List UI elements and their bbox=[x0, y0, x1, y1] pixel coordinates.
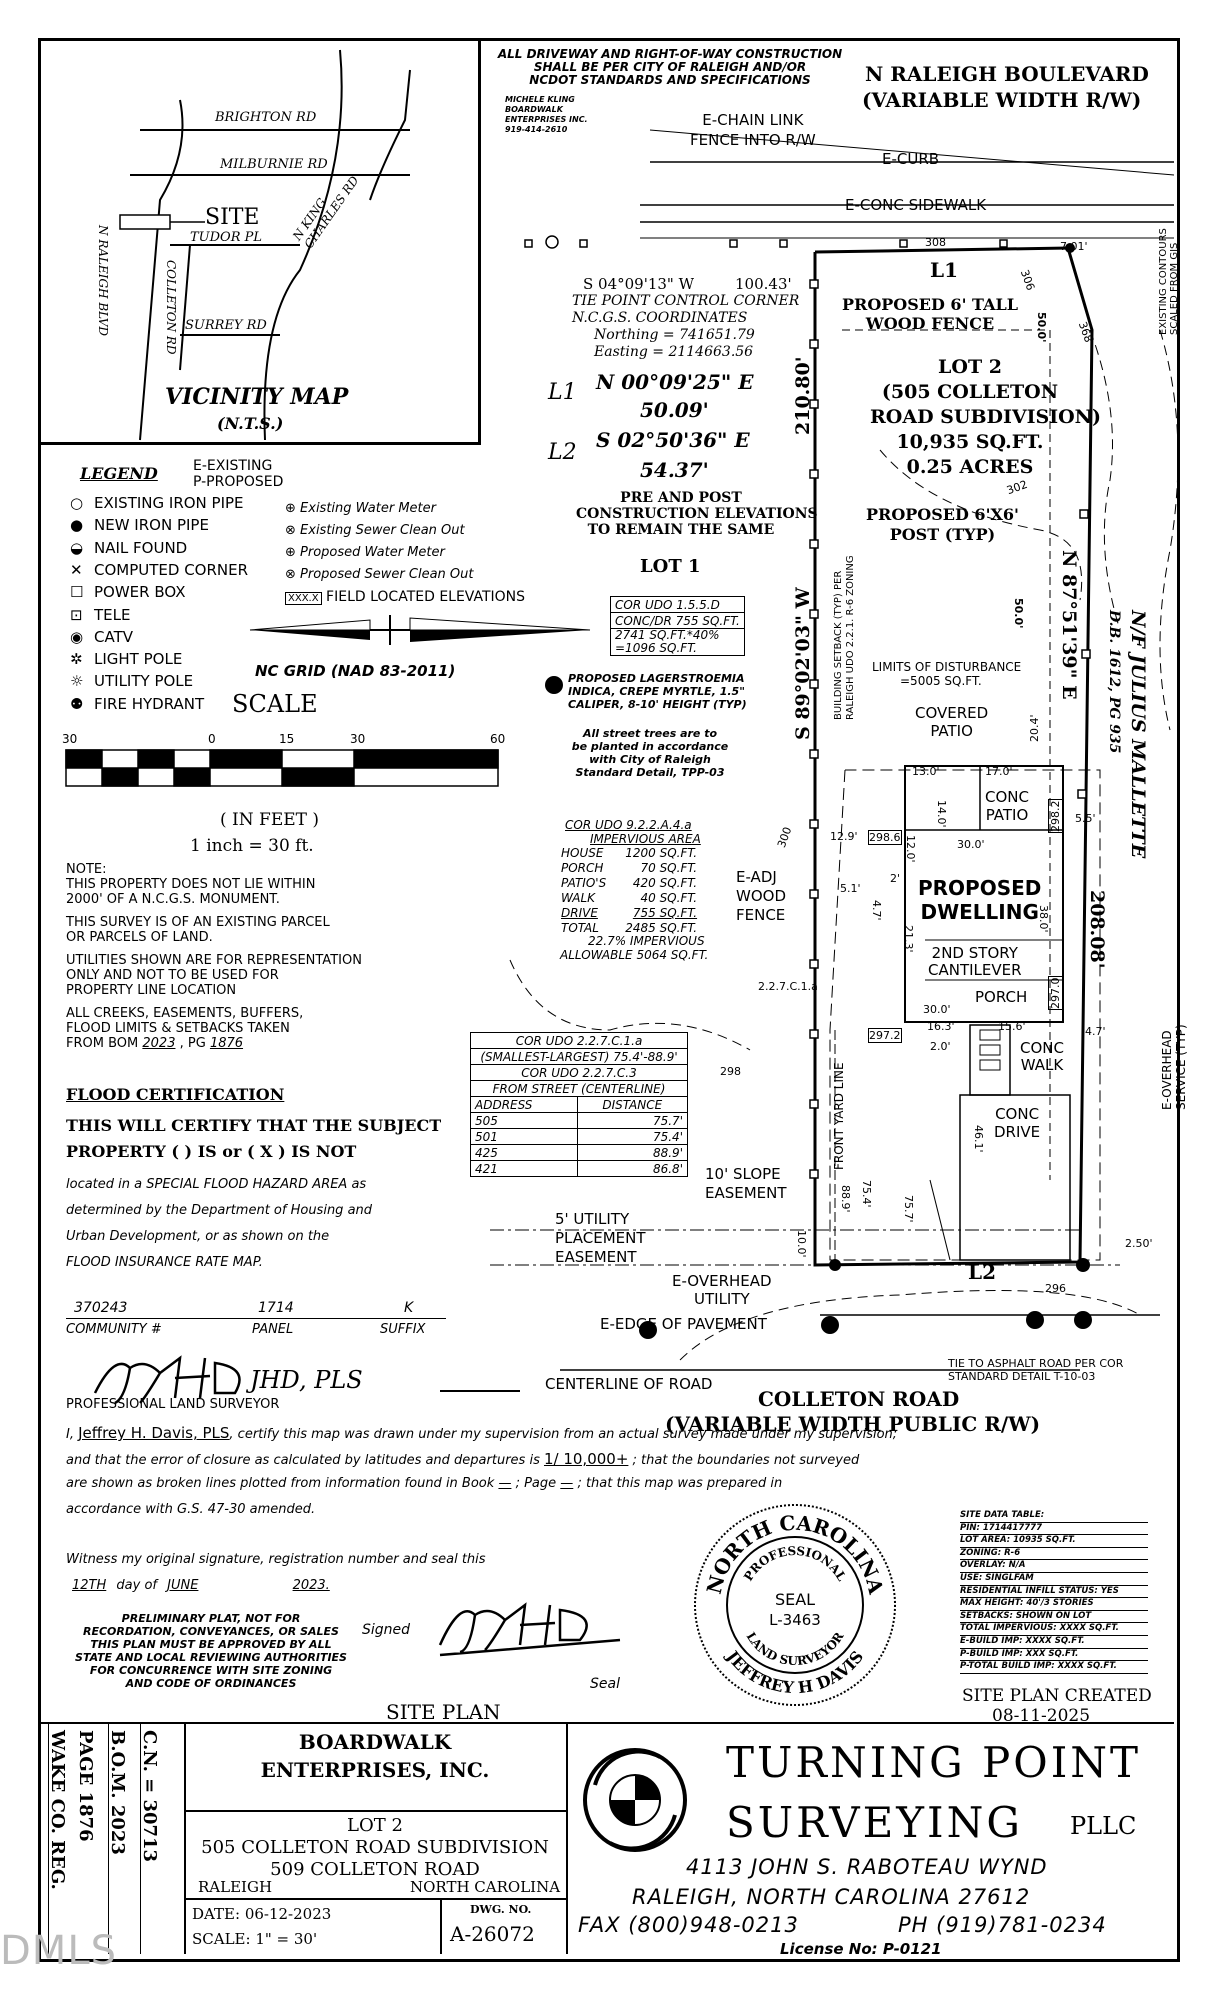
signature-dash bbox=[440, 1390, 520, 1392]
side-page: PAGE 1876 bbox=[75, 1730, 96, 1842]
svg-text:SEAL: SEAL bbox=[774, 1590, 816, 1609]
legend-item bbox=[70, 650, 182, 668]
flood-title: FLOOD CERTIFICATION bbox=[66, 1085, 285, 1104]
site-data-row: MAX HEIGHT: 40'/3 STORIES bbox=[960, 1598, 1148, 1611]
conc-drive-label: CONC DRIVE bbox=[994, 1105, 1041, 1141]
site-plan-label: SITE PLAN bbox=[386, 1700, 501, 1724]
dwg-no-label: DWG. NO. bbox=[470, 1903, 532, 1916]
conc-walk-label: CONC WALK bbox=[1020, 1039, 1064, 1074]
flood-community: 370243 bbox=[74, 1300, 128, 1316]
contour-368: 368 bbox=[1075, 320, 1096, 345]
dim-20-4: 20.4' bbox=[1028, 714, 1041, 742]
cantilever-label: 2ND STORY CANTILEVER bbox=[928, 944, 1022, 979]
side-cn: C.N. = 30713 bbox=[139, 1730, 160, 1863]
company-name-2: SURVEYING bbox=[726, 1798, 1023, 1847]
udo-155-table bbox=[610, 596, 745, 656]
side-bom: B.O.M. 2023 bbox=[107, 1730, 128, 1855]
table-row: 501 75.4' bbox=[471, 1129, 688, 1145]
sewer-cleanout-icon: ⊗ bbox=[285, 523, 301, 538]
legend-item-label: NAIL FOUND bbox=[94, 538, 188, 557]
surveyor-seal-icon bbox=[690, 1500, 900, 1710]
crepe-myrtle-icon bbox=[545, 676, 563, 694]
dwg-no: A-26072 bbox=[450, 1922, 535, 1946]
legend-sewer-cleanout: ⊗ Existing Sewer Clean Out bbox=[285, 523, 465, 538]
company-address-1: 4113 JOHN S. RABOTEAU WYND bbox=[686, 1855, 1048, 1879]
covered-patio-label: COVERED PATIO bbox=[915, 704, 989, 740]
overhead-utility-label: E-OVERHEAD UTILITY bbox=[672, 1272, 772, 1308]
dim-46-1: 46.1' bbox=[972, 1125, 985, 1153]
title-block-row bbox=[184, 1810, 566, 1812]
contour-306: 306 bbox=[1017, 268, 1038, 293]
table-row: HOUSE 1200 SQ.FT. bbox=[561, 846, 698, 860]
dim-10: 10.0' bbox=[795, 1230, 808, 1258]
site-data-row: LOT AREA: 10935 SQ.FT. bbox=[960, 1535, 1148, 1548]
legend-prop-water-meter: ⊕ Proposed Water Meter bbox=[285, 545, 445, 560]
company-name-1: TURNING POINT bbox=[726, 1738, 1142, 1787]
site-data-table bbox=[960, 1510, 1148, 1674]
setback-note: BUILDING SETBACK (TYP) PER RALEIGH UDO 2.2.1. R-6 ZONING bbox=[833, 555, 856, 720]
fence-label: PROPOSED 6' TALL WOOD FENCE bbox=[842, 295, 1018, 333]
dim-12: 12.0' bbox=[904, 835, 917, 863]
l1-on-plan: L1 bbox=[930, 258, 958, 282]
dim-14: 14.0' bbox=[935, 800, 948, 828]
surveyor-role: PROFESSIONAL LAND SURVEYOR bbox=[66, 1397, 280, 1412]
dim-75-7: 75.7' bbox=[902, 1195, 915, 1223]
udo-227-header-distance: DISTANCE bbox=[577, 1097, 687, 1113]
proposed-sewer-cleanout-icon: ⊗ bbox=[285, 567, 301, 582]
legend-item bbox=[70, 561, 248, 579]
seal-label: Seal bbox=[590, 1676, 620, 1692]
legend-item-label: CATV bbox=[94, 627, 133, 646]
flood-divider bbox=[66, 1318, 446, 1319]
company-phone: PH (919)781-0234 bbox=[898, 1913, 1107, 1937]
contour-308: 308 bbox=[925, 236, 946, 249]
road-milburnie: MILBURNIE RD bbox=[220, 157, 328, 172]
legend-item bbox=[70, 606, 130, 624]
conc-patio-label: CONC PATIO bbox=[985, 788, 1029, 824]
dim-88-9: 88.9' bbox=[839, 1185, 852, 1213]
drawing-date: DATE: 06-12-2023 bbox=[192, 1905, 332, 1923]
impervious-block: COR UDO 9.2.2.A.4.a IMPERVIOUS AREA bbox=[565, 818, 701, 846]
cert-line2: and that the error of closure as calculated by latitudes and departures is 1/ 10,000+ ; that the boundaries not surveyed bbox=[66, 1450, 860, 1468]
fire-hydrant-icon: ⚉ bbox=[70, 694, 84, 713]
signed-label: Signed bbox=[362, 1622, 411, 1638]
tie-distance: 100.43' bbox=[735, 275, 792, 293]
cert-line4: accordance with G.S. 47-30 amended. bbox=[66, 1502, 316, 1517]
scale-title: SCALE bbox=[232, 690, 318, 718]
computed-corner-icon: ✕ bbox=[70, 560, 83, 579]
neighbor-label: N/F JULIUS MALLETTE D.B. 1612, PG 935 bbox=[1106, 610, 1149, 859]
svg-text:LAND SURVEYOR: LAND SURVEYOR bbox=[743, 1629, 847, 1669]
scale-tick-30: 30 bbox=[350, 732, 366, 746]
signed-signature bbox=[420, 1590, 640, 1660]
vicinity-nts: (N.T.S.) bbox=[217, 414, 284, 433]
legend-item bbox=[70, 583, 186, 601]
legend-item-label: POWER BOX bbox=[94, 583, 186, 602]
elev-297-2: 297.2 bbox=[869, 1029, 901, 1042]
site-data-row: E-BUILD IMP: XXXX SQ.FT. bbox=[960, 1636, 1148, 1649]
udo-227-header-address: ADDRESS bbox=[471, 1097, 578, 1113]
legend-item-label: TELE bbox=[94, 605, 131, 624]
site-plan-created: SITE PLAN CREATED bbox=[962, 1686, 1152, 1706]
flood-body: located in a SPECIAL FLOOD HAZARD AREA as determined by the Department of Housing and Urban Development, or as shown on the FLOOD INSURANCE RATE MAP. bbox=[66, 1177, 373, 1270]
legend-water-meter: ⊕ Existing Water Meter bbox=[285, 501, 436, 516]
legend-item bbox=[70, 628, 133, 646]
udo-227-title: COR UDO 2.2.7.C.1.a bbox=[471, 1033, 688, 1049]
l2-bearing: S 02°50'36" E bbox=[596, 428, 750, 452]
new-iron-pipe-icon: ● bbox=[70, 516, 84, 535]
mls-watermark: DMLS bbox=[0, 1928, 117, 1974]
site-data-row: TOTAL IMPERVIOUS: XXXX SQ.FT. bbox=[960, 1623, 1148, 1636]
scale-tick-0: 0 bbox=[208, 732, 216, 746]
street-n-raleigh-blvd: N RALEIGH BOULEVARD bbox=[865, 62, 1149, 86]
udo-155-title: COR UDO 1.5.5.D bbox=[611, 597, 745, 613]
dim-21-3: 21.3' bbox=[902, 925, 915, 953]
legend-item bbox=[70, 494, 244, 512]
catv-icon: ◉ bbox=[70, 627, 84, 646]
site-data-row: SETBACKS: SHOWN ON LOT bbox=[960, 1611, 1148, 1624]
elev-298-6: 298.6 bbox=[869, 831, 901, 844]
dim-13: 13.0' bbox=[912, 765, 940, 778]
road-n-raleigh-blvd: N RALEIGH BLVD bbox=[96, 225, 110, 336]
impervious-pct: 22.7% IMPERVIOUS bbox=[588, 934, 705, 948]
light-pole-icon: ✲ bbox=[70, 650, 83, 669]
table-row: PORCH 70 SQ.FT. bbox=[561, 861, 698, 875]
project-city: RALEIGH bbox=[198, 1878, 273, 1896]
site-data-row: ZONING: R-6 bbox=[960, 1548, 1148, 1561]
vicinity-map-title: VICINITY MAP bbox=[165, 384, 349, 410]
svg-text:JHD, PLS: JHD, PLS bbox=[250, 1366, 363, 1394]
title-block-dwg bbox=[440, 1898, 442, 1954]
dim-15-6: 15.6' bbox=[998, 1020, 1026, 1033]
udo-155-conc: CONC/DR 755 SQ.FT. bbox=[611, 613, 745, 629]
street-colleton-road: COLLETON ROAD bbox=[758, 1387, 960, 1411]
contours-note: EXISTING CONTOURS SCALED FROM GIS bbox=[1158, 228, 1180, 335]
table-row: DRIVE 755 SQ.FT. bbox=[561, 906, 698, 920]
site-data-row: PIN: 1714417777 bbox=[960, 1523, 1148, 1536]
proposed-dwelling-label: PROPOSED DWELLING bbox=[918, 876, 1042, 924]
l1-distance: 50.09' bbox=[640, 398, 709, 422]
site-data-row: SITE DATA TABLE: bbox=[960, 1510, 1148, 1523]
dim-4-7-right: 4.7' bbox=[1085, 1025, 1106, 1038]
witness-date: 12TH day of JUNE 2023. bbox=[72, 1578, 330, 1593]
legend-item-label: NEW IRON PIPE bbox=[94, 516, 209, 535]
svg-text:NORTH CAROLINA: NORTH CAROLINA bbox=[701, 1510, 889, 1597]
legend-title: LEGEND bbox=[80, 464, 158, 483]
lot-1-label: LOT 1 bbox=[640, 556, 701, 577]
legend-item bbox=[70, 539, 187, 557]
flood-label-community: COMMUNITY # bbox=[66, 1322, 162, 1337]
dim-50-mid: 50.0' bbox=[1012, 598, 1025, 629]
street-colleton-width: (VARIABLE WIDTH PUBLIC R/W) bbox=[665, 1412, 1041, 1436]
flood-suffix: K bbox=[404, 1300, 414, 1316]
site-label: SITE bbox=[205, 205, 260, 230]
legend-field-elev: XXX.X FIELD LOCATED ELEVATIONS bbox=[285, 586, 525, 610]
west-boundary-bearing: S 89°02'03" W bbox=[792, 587, 814, 740]
dim-16-3: 16.3' bbox=[927, 1020, 955, 1033]
utility-easement-label: 5' UTILITY PLACEMENT EASEMENT bbox=[555, 1210, 646, 1266]
cert-line3: are shown as broken lines plotted from information found in Book — ; Page — ; that this map was prepared in bbox=[66, 1476, 783, 1491]
l2-distance: 54.37' bbox=[640, 458, 709, 482]
l2-label: L2 bbox=[548, 440, 577, 465]
contour-302: 302 bbox=[1005, 477, 1030, 498]
scale-ratio: 1 inch = 30 ft. bbox=[190, 836, 314, 856]
legend-item-label: UTILITY POLE bbox=[94, 672, 194, 691]
road-colleton: COLLETON RD bbox=[164, 260, 178, 355]
impervious-table bbox=[560, 846, 698, 936]
svg-text:JEFFREY H DAVIS: JEFFREY H DAVIS bbox=[722, 1647, 868, 1698]
dim-2-50: 2.50' bbox=[1125, 1237, 1153, 1250]
table-row: WALK 40 SQ.FT. bbox=[561, 891, 698, 905]
centerline-label: CENTERLINE OF ROAD bbox=[545, 1375, 713, 1393]
dim-12-9: 12.9' bbox=[830, 830, 858, 843]
proposed-water-meter-icon: ⊕ bbox=[285, 545, 301, 560]
scale-tick-60: 60 bbox=[490, 732, 506, 746]
street-tree-note: All street trees are to be planted in accordance with City of Raleigh Standard Detail, TPP-03 bbox=[571, 727, 729, 779]
flood-panel: 1714 bbox=[258, 1300, 294, 1316]
l1-label: L1 bbox=[548, 380, 577, 405]
title-block-lower bbox=[184, 1898, 566, 1900]
drawing-scale: SCALE: 1" = 30' bbox=[192, 1930, 318, 1948]
dim-30-bottom: 30.0' bbox=[923, 1003, 951, 1016]
porch-label: PORCH bbox=[975, 988, 1028, 1006]
legend-item bbox=[70, 516, 209, 534]
elevations-note: PRE AND POST CONSTRUCTION ELEVATIONS TO REMAIN THE SAME bbox=[576, 490, 818, 538]
legend-item-label: LIGHT POLE bbox=[94, 650, 183, 669]
company-address-2: RALEIGH, NORTH CAROLINA 27612 bbox=[632, 1885, 1031, 1909]
legend-prop-sewer-cleanout: ⊗ Proposed Sewer Clean Out bbox=[285, 567, 474, 582]
flood-label-suffix: SUFFIX bbox=[380, 1322, 426, 1337]
overhead-service-label: E-OVERHEAD SERVICE (TYP) bbox=[1160, 1024, 1188, 1110]
udo-227-title3: FROM STREET (CENTERLINE) bbox=[471, 1081, 688, 1097]
field-elevation-icon: XXX.X bbox=[285, 592, 322, 605]
road-surrey: SURREY RD bbox=[185, 318, 267, 333]
water-meter-icon: ⊕ bbox=[285, 501, 301, 516]
l2-on-plan: L2 bbox=[968, 1260, 996, 1284]
contour-298: 298 bbox=[720, 1065, 741, 1078]
scale-tick-30-left: 30 bbox=[62, 732, 78, 746]
company-logo-icon bbox=[580, 1745, 690, 1855]
contour-300: 300 bbox=[775, 825, 795, 850]
post-label: PROPOSED 6'X6' POST (TYP) bbox=[866, 505, 1019, 544]
legend-item-label: EXISTING IRON PIPE bbox=[94, 494, 244, 512]
sidewalk-label: E-CONC SIDEWALK bbox=[845, 196, 987, 214]
site-plan-created-date: 08-11-2025 bbox=[992, 1706, 1091, 1726]
dim-2-0: 2.0' bbox=[930, 1040, 951, 1053]
east-boundary-distance: 208.08' bbox=[1086, 890, 1108, 969]
project-name: LOT 2 505 COLLETON ROAD SUBDIVISION 509 COLLETON ROAD bbox=[201, 1815, 549, 1880]
dim-75-4: 75.4' bbox=[860, 1180, 873, 1208]
north-arrow-icon bbox=[250, 610, 590, 650]
table-row: 421 86.8' bbox=[471, 1161, 688, 1177]
project-state: NORTH CAROLINA bbox=[410, 1878, 561, 1896]
scale-tick-15: 15 bbox=[279, 732, 295, 746]
nail-found-icon: ◒ bbox=[70, 538, 84, 557]
svg-text:PROFESSIONAL: PROFESSIONAL bbox=[741, 1543, 849, 1584]
dim-38: 38.0' bbox=[1037, 905, 1050, 933]
company-fax: FAX (800)948-0213 bbox=[578, 1913, 799, 1937]
legend-item-label: COMPUTED CORNER bbox=[94, 560, 249, 579]
front-yard-line-label: FRONT YARD LINE bbox=[832, 1062, 846, 1170]
flood-label-panel: PANEL bbox=[252, 1322, 294, 1337]
curb-label: E-CURB bbox=[882, 150, 940, 168]
company-pllc: PLLC bbox=[1070, 1812, 1137, 1840]
west-boundary-distance: 210.80' bbox=[792, 356, 814, 435]
flood-line2: PROPERTY ( ) IS or ( X ) IS NOT bbox=[66, 1142, 357, 1161]
chain-link-label: E-CHAIN LINK FENCE INTO R/W bbox=[690, 111, 816, 149]
tele-icon: ⊡ bbox=[70, 605, 83, 624]
side-wake: WAKE CO. REG. bbox=[47, 1730, 68, 1890]
tie-asphalt-note: TIE TO ASPHALT ROAD PER COR STANDARD DETAIL T-10-03 bbox=[948, 1357, 1124, 1383]
disturbance-note: LIMITS OF DISTURBANCE =5005 SQ.FT. bbox=[872, 660, 1022, 688]
elev-298-2: 298.2 bbox=[1049, 800, 1062, 832]
edge-pavement-label: E-EDGE OF PAVEMENT bbox=[600, 1315, 767, 1333]
legend-right-list bbox=[285, 498, 525, 610]
notes-block: NOTE: THIS PROPERTY DOES NOT LIE WITHIN 2000' OF A N.C.G.S. MONUMENT. THIS SURVEY IS OF AN EXISTING PARCEL OR PARCELS OF LAND. UTILITIES SHOWN ARE FOR REPRESENTATION ONLY AND NOT TO BE USED FOR PROPERTY LINE LOCATION ALL CREEKS, EASEMENTS, BUFFERS, FLOOD LIMITS & SETBACKS TAKEN FROM BOM 2023 , PG 1876 bbox=[66, 862, 362, 1051]
impervious-allowable: ALLOWABLE 5064 SQ.FT. bbox=[560, 948, 709, 962]
site-data-row: P-BUILD IMP: XXX SQ.FT. bbox=[960, 1649, 1148, 1662]
udo-227-table bbox=[470, 1032, 688, 1177]
dim-17: 17.0' bbox=[985, 765, 1013, 778]
dim-7-01: 7.01' bbox=[1060, 240, 1088, 253]
tie-bearing: S 04°09'13" W bbox=[583, 275, 695, 293]
contact-block: MICHELE KLING BOARDWALK ENTERPRISES INC. 919-414-2610 bbox=[505, 95, 588, 134]
dim-5-1: 5.1' bbox=[840, 882, 861, 895]
adj-fence-label: E-ADJ WOOD FENCE bbox=[736, 868, 786, 924]
site-data-row: OVERLAY: N/A bbox=[960, 1560, 1148, 1573]
dim-5-5: 5.5' bbox=[1075, 812, 1096, 825]
l1-bearing: N 00°09'25" E bbox=[596, 370, 754, 394]
nc-grid-label: NC GRID (NAD 83-2011) bbox=[255, 662, 456, 680]
table-row: PATIO'S 420 SQ.FT. bbox=[561, 876, 698, 890]
table-row: 505 75.7' bbox=[471, 1113, 688, 1129]
dim-4-7-left: 4.7' bbox=[870, 900, 883, 921]
legend-item-label: FIRE HYDRANT bbox=[94, 694, 205, 713]
udo-155-calc: 2741 SQ.FT.*40% =1096 SQ.FT. bbox=[611, 629, 745, 656]
slope-easement-label: 10' SLOPE EASEMENT bbox=[705, 1165, 787, 1202]
udo-227-range: (SMALLEST-LARGEST) 75.4'-88.9' bbox=[471, 1049, 688, 1065]
power-box-icon: ☐ bbox=[70, 583, 84, 602]
legend-item bbox=[70, 695, 204, 713]
udo-ref-2-2-7: 2.2.7.C.1.a bbox=[758, 980, 818, 993]
svg-text:L-3463: L-3463 bbox=[769, 1611, 821, 1629]
table-row: TOTAL 2485 SQ.FT. bbox=[561, 921, 698, 935]
flood-line1: THIS WILL CERTIFY THAT THE SUBJECT bbox=[66, 1116, 442, 1135]
utility-pole-icon: ☼ bbox=[70, 672, 84, 691]
road-brighton: BRIGHTON RD bbox=[215, 110, 317, 125]
legend-ep: E-EXISTING P-PROPOSED bbox=[193, 458, 284, 490]
witness-line: Witness my original signature, registration number and seal this bbox=[66, 1552, 486, 1567]
lot-2-title: LOT 2 (505 COLLETON ROAD SUBDIVISION) 10,935 SQ.FT. 0.25 ACRES bbox=[870, 356, 1102, 478]
existing-iron-pipe-icon: ○ bbox=[70, 494, 84, 512]
cert-line1: I, Jeffrey H. Davis, PLS, certify this map was drawn under my supervision from an actual survey made under my supervision; bbox=[66, 1424, 898, 1442]
udo-227-title2: COR UDO 2.2.7.C.3 bbox=[471, 1065, 688, 1081]
driveway-note: ALL DRIVEWAY AND RIGHT-OF-WAY CONSTRUCTION SHALL BE PER CITY OF RALEIGH AND/OR NCDOT STANDARDS AND SPECIFICATIONS bbox=[497, 47, 843, 87]
site-data-row: USE: SINGLFAM bbox=[960, 1573, 1148, 1586]
company-license: License No: P-0121 bbox=[780, 1940, 942, 1958]
elev-297-0: 297.0 bbox=[1049, 977, 1062, 1009]
site-data-row: RESIDENTIAL INFILL STATUS: YES bbox=[960, 1586, 1148, 1599]
dim-50-top: 50.0' bbox=[1035, 312, 1048, 343]
road-tudor: TUDOR PL bbox=[190, 230, 263, 245]
table-row: 425 88.9' bbox=[471, 1145, 688, 1161]
tie-point-note: TIE POINT CONTROL CORNER N.C.G.S. COORDINATES Northing = 741651.79 Easting = 2114663.56 bbox=[572, 293, 800, 360]
preliminary-plat-note: PRELIMINARY PLAT, NOT FOR RECORDATION, CONVEYANCES, OR SALES THIS PLAN MUST BE APPROVED BY ALL STATE AND LOCAL REVIEWING AUTHORITIES FOR CONCURRENCE WITH SITE ZONING AND CODE OF ORDINANCES bbox=[75, 1612, 347, 1690]
tree-note: PROPOSED LAGERSTROEMIA INDICA, CREPE MYRTLE, 1.5" CALIPER, 8-10' HEIGHT (TYP) bbox=[568, 672, 747, 711]
road-king-charles: N KING CHARLES RD bbox=[290, 173, 362, 252]
scale-in-feet: ( IN FEET ) bbox=[220, 810, 320, 830]
client-name: BOARDWALK ENTERPRISES, INC. bbox=[260, 1730, 490, 1782]
dim-2: 2' bbox=[890, 872, 901, 885]
legend-item bbox=[70, 672, 193, 690]
dim-30-top: 30.0' bbox=[957, 838, 985, 851]
east-boundary-bearing: N 87°51'39" E bbox=[1058, 550, 1080, 700]
street-n-raleigh-width: (VARIABLE WIDTH R/W) bbox=[862, 88, 1142, 112]
scale-bar bbox=[66, 750, 506, 790]
contour-296: 296 bbox=[1045, 1282, 1066, 1295]
site-data-row: P-TOTAL BUILD IMP: XXXX SQ.FT. bbox=[960, 1661, 1148, 1674]
